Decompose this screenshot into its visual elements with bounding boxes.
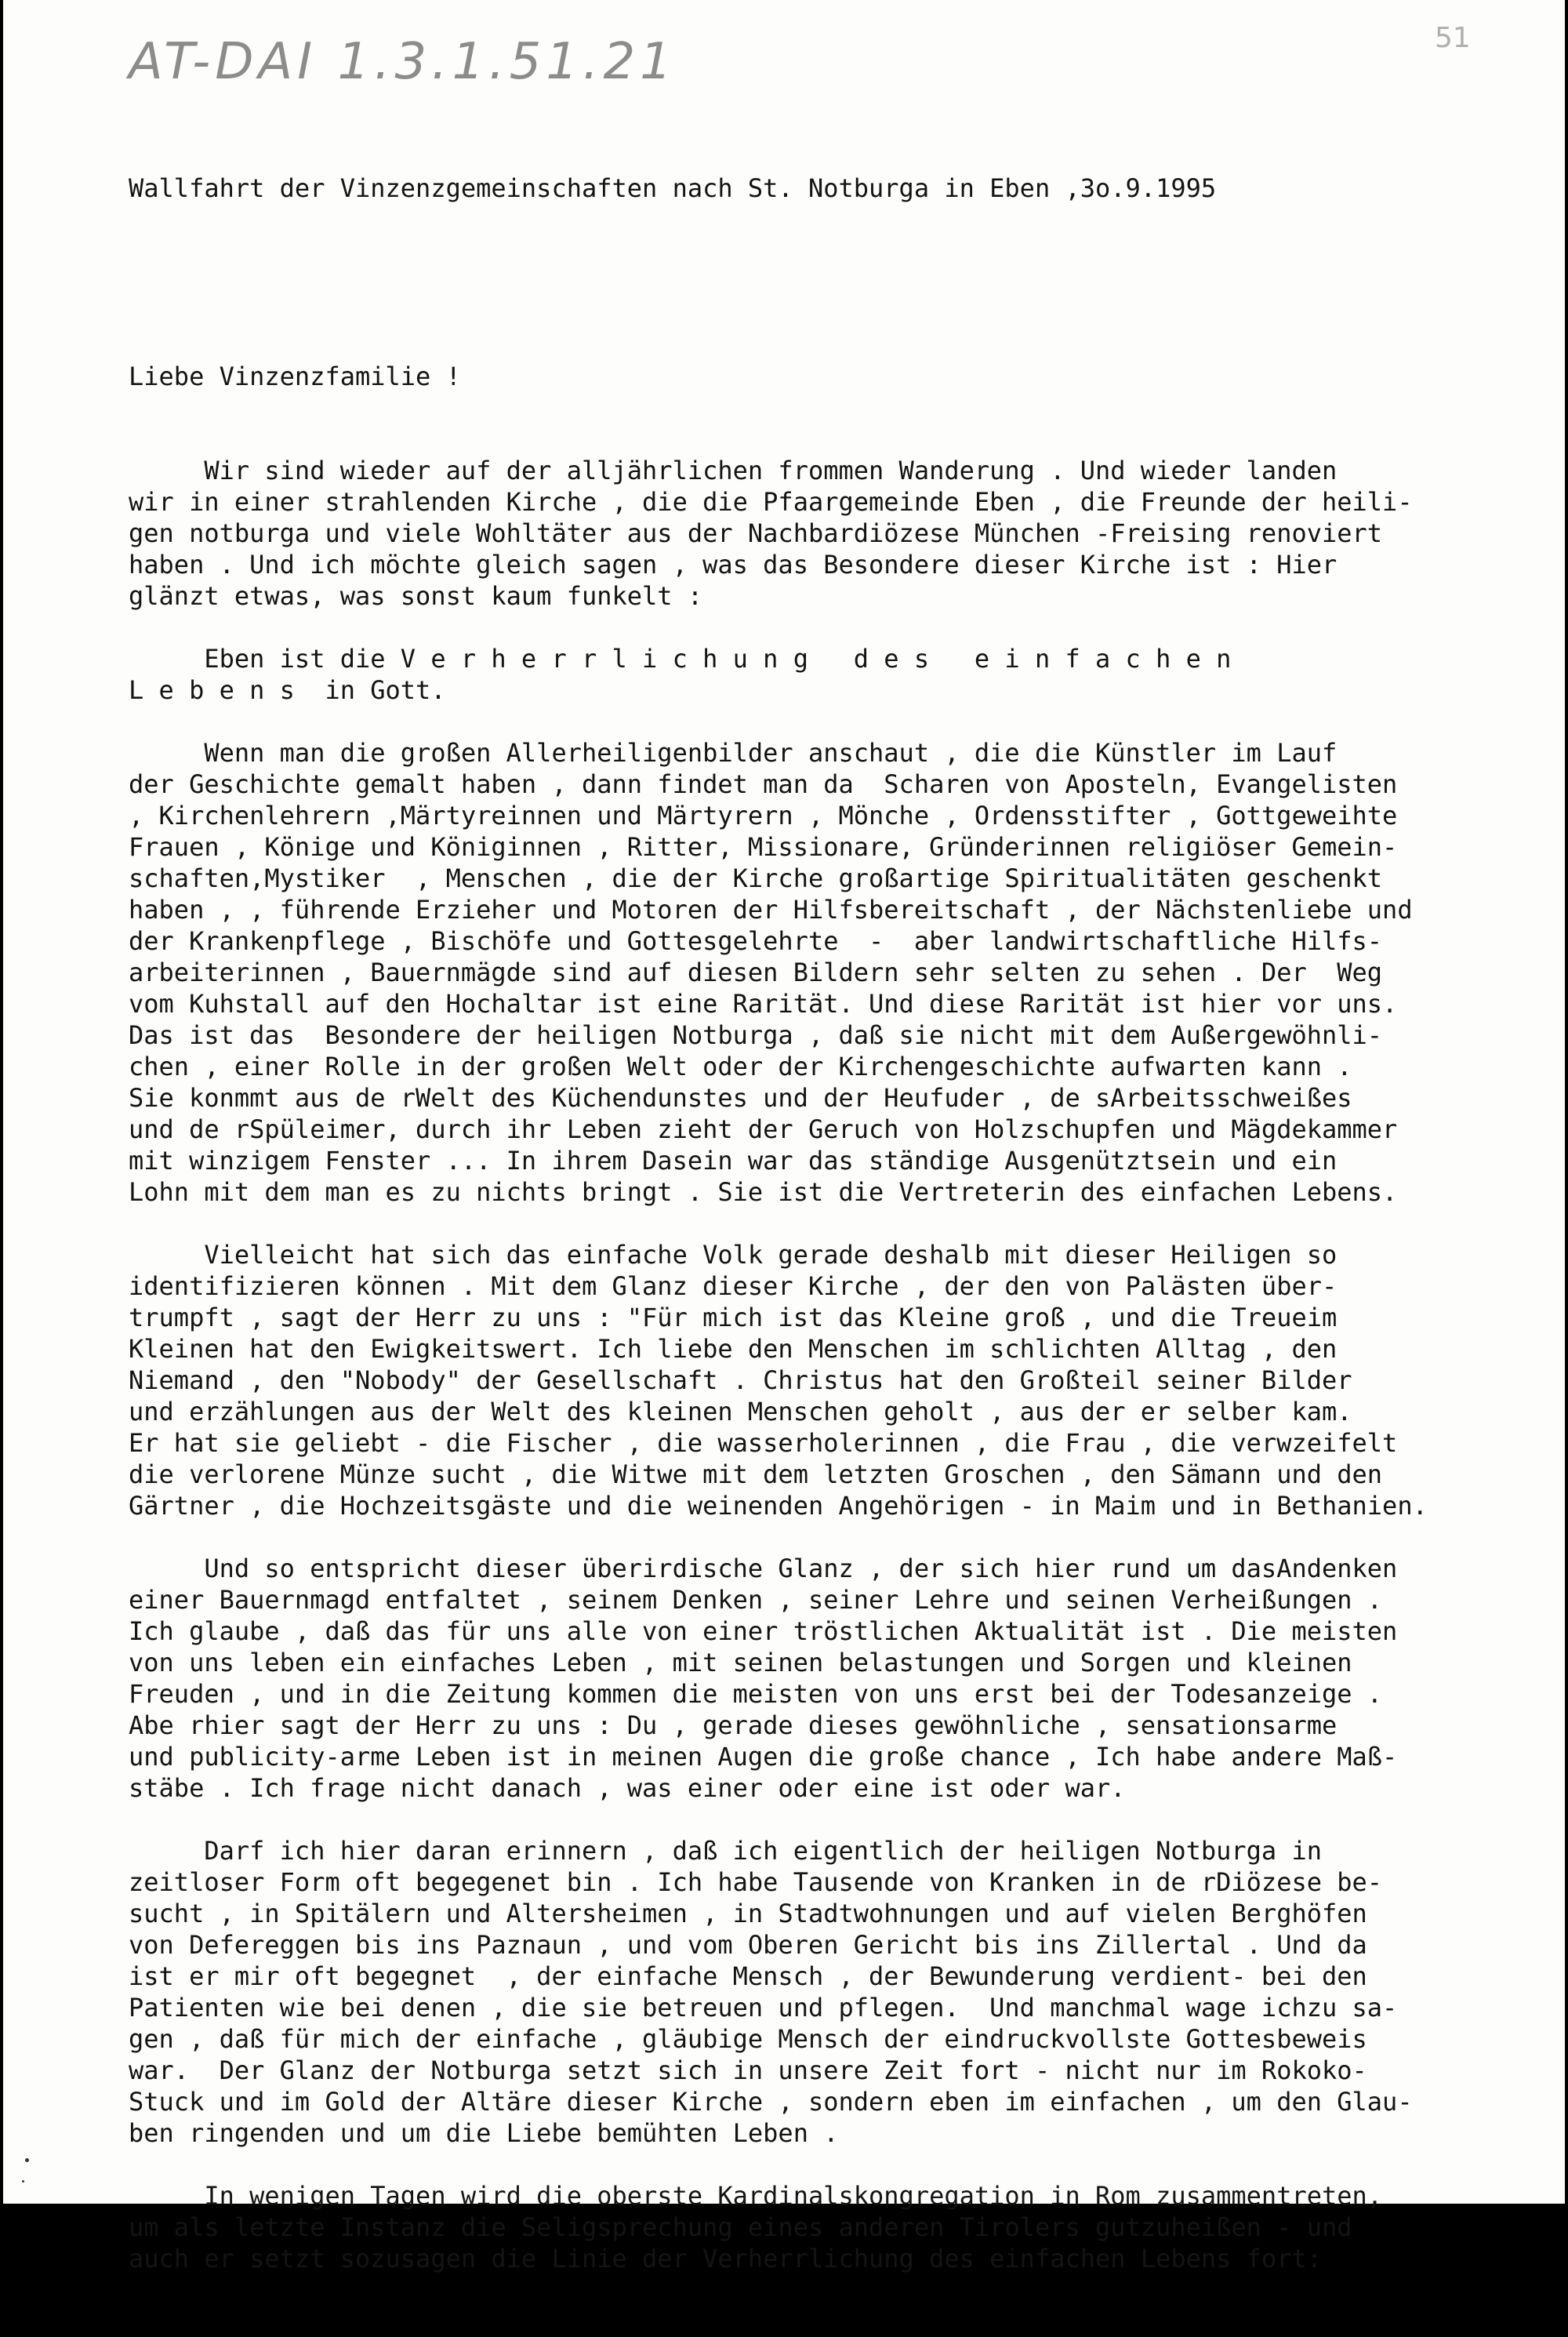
document-page <box>3 0 1565 2273</box>
blank-line <box>129 1521 1477 1553</box>
paragraphs <box>129 455 1477 2274</box>
text-line: Abe rhier sagt der Herr zu uns : Du , gerade dieses gewöhnliche , sensationsarme <box>129 1710 1338 1740</box>
text-line: trumpft , sagt der Herr zu uns : "Für mich ist das Kleine groß , und die Treueim <box>129 1303 1338 1332</box>
text-line: ben ringenden und um die Liebe bemühten Leben . <box>129 2118 839 2148</box>
text-line: die verlorene Münze sucht , die Witwe mit dem letzten Groschen , den Sämann und den <box>129 1459 1383 1489</box>
text-line: vom Kuhstall auf den Hochaltar ist eine Rarität. Und diese Rarität ist hier vor uns. <box>129 989 1398 1019</box>
text-line: Vielleicht hat sich das einfache Volk gerade deshalb mit dieser Heiligen so <box>129 1240 1338 1270</box>
text-line: zeitloser Form oft begegenet bin . Ich habe Tausende von Kranken in de rDiözese be- <box>129 1867 1383 1897</box>
text-line: In wenigen Tagen wird die oberste Kardinalskongregation in Rom zusammentreten, <box>129 2181 1383 2211</box>
text-line: Er hat sie geliebt - die Fischer , die wasserholerinnen , die Frau , die verwzeifelt <box>129 1428 1398 1458</box>
text-line: von Defereggen bis ins Paznaun , und vom Oberen Gericht bis ins Zillertal . Und da <box>129 1930 1367 1960</box>
text-line: Sie konmmt aus de rWelt des Küchendunstes und der Heufuder , de sArbeitsschweißes <box>129 1083 1352 1113</box>
scan-speck <box>22 2180 24 2183</box>
text-line: wir in einer strahlenden Kirche , die die Pfaargemeinde Eben , die Freunde der heili- <box>129 487 1413 517</box>
text-line: mit winzigem Fenster ... In ihrem Dasein war das ständige Ausgenütztsein und ein <box>129 1146 1338 1176</box>
blank-line <box>129 1804 1477 1835</box>
text-line: Das ist das Besondere der heiligen Notburga , daß sie nicht mit dem Außergewöhnli- <box>129 1020 1383 1050</box>
paragraph <box>129 737 1477 1208</box>
text-line: einer Bauernmagd entfaltet , seinem Denken , seiner Lehre und seinen Verheißungen . <box>129 1585 1383 1615</box>
blank-line <box>129 1208 1477 1239</box>
text-line: haben , , führende Erzieher und Motoren der Hilfsbereitschaft , der Nächstenliebe und <box>129 895 1413 925</box>
text-line: haben . Und ich möchte gleich sagen , was das Besondere dieser Kirche ist : Hier <box>129 550 1338 580</box>
text-line: gen notburga und viele Wohltäter aus der Nachbardiözese München -Freising renoviert <box>129 518 1383 548</box>
text-line: , Kirchenlehrern ,Märtyreinnen und Märtyrern , Mönche , Ordensstifter , Gottgeweihte <box>129 801 1398 830</box>
text-line: und erzählungen aus der Welt des kleinen Menschen geholt , aus der er selber kam. <box>129 1397 1352 1427</box>
text-line: Niemand , den "Nobody" der Gesellschaft . Christus hat den Großteil seiner Bilder <box>129 1365 1352 1395</box>
text-line: Eben ist die V e r h e r r l i c h u n g d e s e i n f a c h e n <box>129 644 1232 674</box>
text-line: Darf ich hier daran erinnern , daß ich eigentlich der heiligen Notburga in <box>129 1836 1322 1866</box>
text-line: ist er mir oft begegnet , der einfache Mensch , der Bewunderung verdient- bei den <box>129 1961 1367 1991</box>
text-line: glänzt etwas, was sonst kaum funkelt : <box>129 581 703 611</box>
paragraph <box>129 2180 1477 2274</box>
letter-body <box>129 110 1477 2337</box>
text-line: Und so entspricht dieser überirdische Glanz , der sich hier rund um dasAndenken <box>129 1554 1398 1583</box>
text-line: arbeiterinnen , Bauernmägde sind auf diesen Bildern sehr selten zu sehen . Der Weg <box>129 958 1383 987</box>
text-line: auch er setzt sozusagen die Linie der Verherrlichung des einfachen Lebens fort: <box>129 2244 1322 2273</box>
text-line: chen , einer Rolle in der großen Welt oder der Kirchengeschichte aufwarten kann . <box>129 1052 1352 1081</box>
text-line: der Krankenpflege , Bischöfe und Gottesgelehrte - aber landwirtschaftliche Hilfs- <box>129 926 1383 956</box>
text-line: identifizieren können . Mit dem Glanz dieser Kirche , der den von Palästen über- <box>129 1271 1338 1301</box>
page-number: 51 <box>1435 22 1471 54</box>
text-line: Wenn man die großen Allerheiligenbilder anschaut , die die Künstler im Lauf <box>129 738 1338 768</box>
paragraph <box>129 643 1477 706</box>
blank-line <box>129 706 1477 737</box>
blank-line <box>129 2149 1477 2180</box>
text-line: schaften,Mystiker , Menschen , die der Kirche großartige Spiritualitäten geschenkt <box>129 863 1383 893</box>
text-line: Patienten wie bei denen , die sie betreuen und pflegen. Und manchmal wage ichzu sa- <box>129 1993 1398 2023</box>
paragraph <box>129 1553 1477 1804</box>
text-line: Freuden , und in die Zeitung kommen die meisten von uns erst bei der Todesanzeige . <box>129 1679 1383 1709</box>
text-line: Gärtner , die Hochzeitsgäste und die weinenden Angehörigen - in Maim und in Bethanien. <box>129 1491 1428 1521</box>
text-line: Frauen , Könige und Königinnen , Ritter, Missionare, Gründerinnen religiöser Gemein- <box>129 832 1398 862</box>
text-line: L e b e n s in Gott. <box>129 675 446 705</box>
scan-speck <box>25 2158 29 2162</box>
text-line: Stuck und im Gold der Altäre dieser Kirche , sondern eben im einfachen , um den Glau- <box>129 2087 1413 2117</box>
archive-signature: AT-DAI 1.3.1.51.21 <box>129 33 677 91</box>
blank-line <box>129 612 1477 643</box>
text-line: stäbe . Ich frage nicht danach , was einer oder eine ist oder war. <box>129 1773 1126 1803</box>
text-line: war. Der Glanz der Notburga setzt sich in unsere Zeit fort - nicht nur im Rokoko- <box>129 2055 1367 2085</box>
text-line: sucht , in Spitälern und Altersheimen , in Stadtwohnungen und auf vielen Berghöfen <box>129 1899 1367 1928</box>
text-line: und de rSpüleimer, durch ihr Leben zieht der Geruch von Holzschupfen und Mägdekammer <box>129 1114 1398 1144</box>
blank-line <box>129 267 1477 298</box>
text-line: um als letzte Instanz die Seligsprechung eines anderen Tirolers gutzuheißen - und <box>129 2212 1352 2242</box>
text-line: Kleinen hat den Ewigkeitswert. Ich liebe den Menschen im schlichten Alltag , den <box>129 1334 1338 1364</box>
text-line: Wir sind wieder auf der alljährlichen frommen Wanderung . Und wieder landen <box>129 456 1338 485</box>
salutation: Liebe Vinzenzfamilie ! <box>129 362 461 391</box>
paragraph <box>129 455 1477 612</box>
text-line: von uns leben ein einfaches Leben , mit seinen belastungen und Sorgen und kleinen <box>129 1648 1352 1677</box>
text-line: und publicity-arme Leben ist in meinen Augen die große chance , Ich habe andere Maß- <box>129 1742 1398 1772</box>
text-line: Ich glaube , daß das für uns alle von einer tröstlichen Aktualität ist . Die meisten <box>129 1616 1398 1646</box>
paragraph <box>129 1239 1477 1521</box>
text-line: gen , daß für mich der einfache , gläubige Mensch der eindruckvollste Gottesbeweis <box>129 2024 1367 2054</box>
header-line: Wallfahrt der Vinzenzgemeinschaften nach St. Notburga in Eben ,3o.9.1995 <box>129 173 1217 203</box>
text-line: der Geschichte gemalt haben , dann findet man da Scharen von Aposteln, Evangelisten <box>129 769 1398 799</box>
text-line: Lohn mit dem man es zu nichts bringt . Sie ist die Vertreterin des einfachen Lebens. <box>129 1177 1398 1207</box>
paragraph <box>129 1835 1477 2149</box>
